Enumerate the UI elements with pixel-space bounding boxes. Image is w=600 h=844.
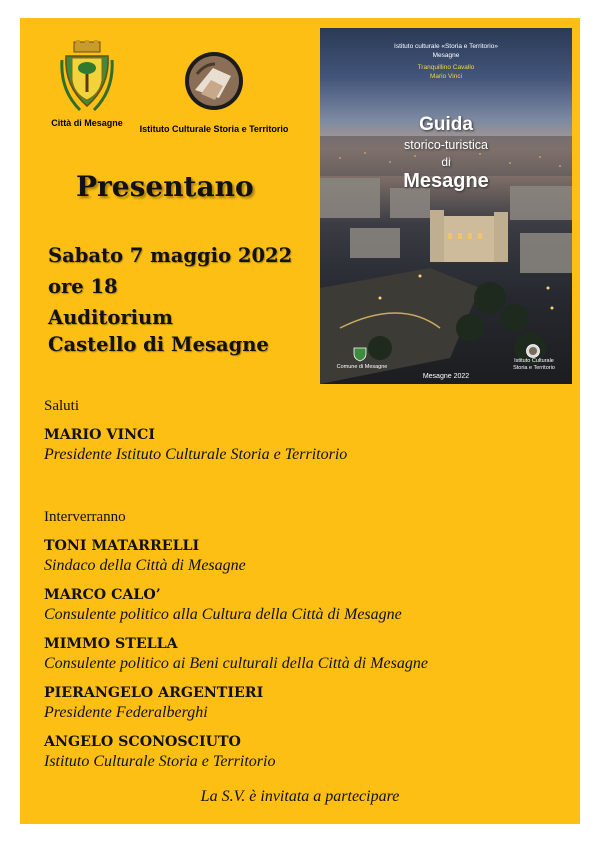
cover-footer: Mesagne 2022	[422, 373, 470, 380]
speaker-item	[44, 683, 564, 722]
speaker-name: ANGELO SCONOSCIUTO	[44, 734, 241, 750]
cover-city-illustration	[320, 28, 572, 384]
institute-logo-block	[130, 50, 298, 134]
event-venue-line2: Castello di Mesagne	[48, 333, 269, 356]
cover-title-main: Guida	[419, 114, 473, 135]
cover-title-sub: storico-turistica	[403, 138, 489, 152]
speaker-name: TONI MATARRELLI	[44, 538, 200, 554]
book-cover	[320, 28, 572, 384]
speaker-role: Istituto Culturale Storia e Territorio	[44, 753, 276, 770]
cover-author1: Tranquillino Cavallo	[417, 64, 475, 71]
city-logo-block	[42, 40, 132, 128]
cover-logo-right-label2: Storia e Territorio	[513, 365, 555, 371]
speaker-item	[44, 634, 564, 673]
speaker-role: Presidente Federalberghi	[44, 704, 208, 721]
cover-logo-left-label: Comune di Mesagne	[336, 364, 388, 370]
speaker-role: Sindaco della Città di Mesagne	[44, 557, 246, 574]
speaker-item	[44, 536, 564, 575]
speaker-name: MARCO CALO’	[44, 587, 161, 603]
speaker-name: PIERANGELO ARGENTIERI	[44, 685, 264, 701]
cover-institute-line2: Mesagne	[432, 52, 460, 59]
event-date: Sabato 7 maggio 2022	[48, 244, 293, 267]
speaker-role: Consulente politico ai Beni culturali della Città di Mesagne	[44, 655, 428, 672]
poster	[20, 18, 580, 824]
interventi-label: Interverranno	[44, 509, 126, 525]
speaker-item	[44, 585, 564, 624]
event-venue-line1: Auditorium	[48, 306, 173, 329]
cover-title-di: di	[441, 155, 451, 169]
event-details	[48, 240, 292, 360]
event-time: ore 18	[48, 275, 118, 298]
speaker-item	[44, 732, 564, 771]
saluti-role: Presidente Istituto Culturale Storia e Territorio	[44, 446, 348, 463]
invitation-note: La S.V. è invitata a partecipare	[200, 788, 400, 805]
speaker-role: Consulente politico alla Cultura della Città di Mesagne	[44, 606, 402, 623]
cover-author2: Mario Vinci	[429, 73, 463, 80]
cover-title-city: Mesagne	[403, 170, 489, 192]
cover-logo-right-label1: Istituto Culturale	[514, 358, 554, 364]
city-logo-label: Città di Mesagne	[51, 118, 123, 128]
institute-logo-icon	[183, 50, 245, 112]
cover-institute-line1: Istituto culturale «Storia e Territorio»	[394, 43, 498, 50]
page-title: Presentano	[76, 170, 254, 203]
speaker-name: MIMMO STELLA	[44, 636, 178, 652]
cover-city-crest-icon	[353, 346, 367, 362]
saluti-label: Saluti	[44, 398, 80, 414]
institute-logo-label: Istituto Culturale Storia e Territorio	[139, 124, 289, 134]
city-coat-of-arms-icon	[60, 40, 114, 114]
program	[44, 396, 564, 771]
saluti-name: MARIO VINCI	[44, 427, 155, 443]
cover-institute-logo-icon	[526, 344, 540, 358]
